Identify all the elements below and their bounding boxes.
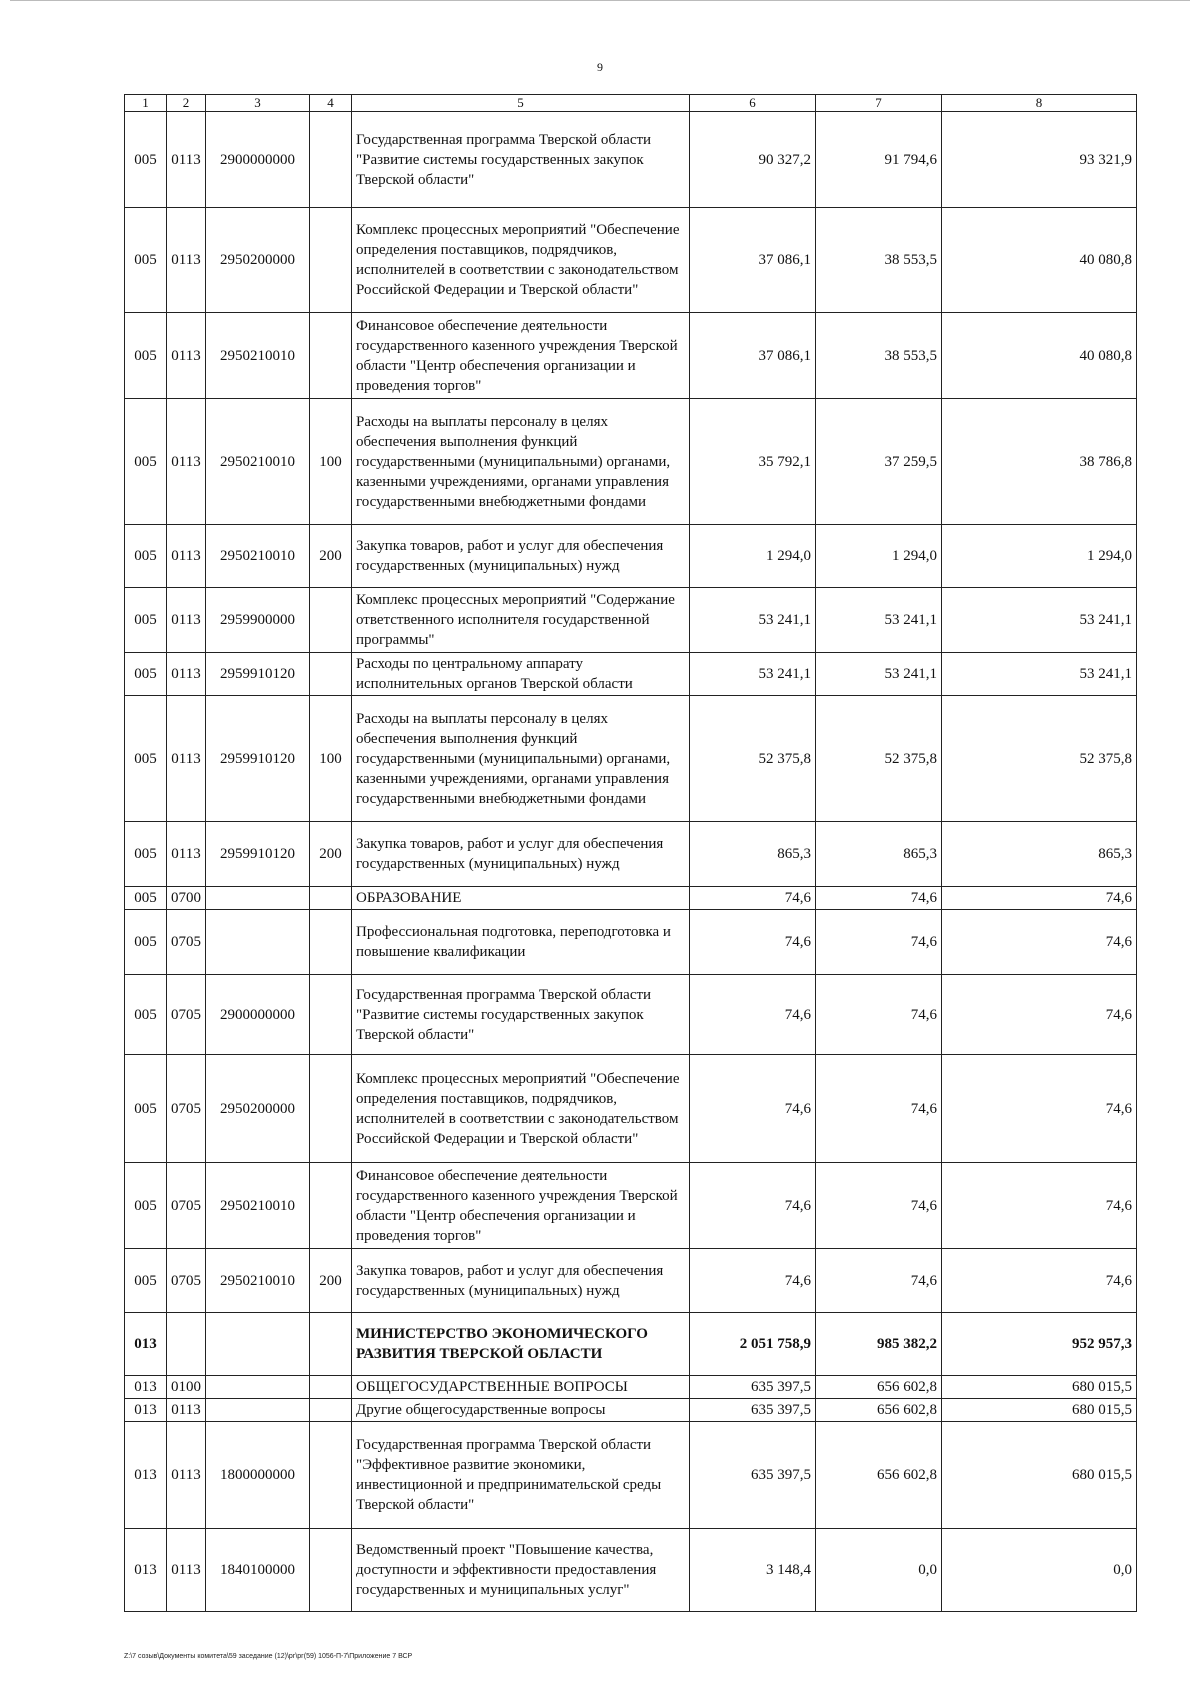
- table-row: [125, 525, 1137, 588]
- cell-amount-8: 0,0: [942, 1529, 1137, 1612]
- cell-amount-8: 680 015,5: [942, 1399, 1137, 1422]
- cell-section: 013: [125, 1529, 167, 1612]
- cell-amount-8: 53 241,1: [942, 653, 1137, 696]
- cell-expense-type: [310, 1313, 352, 1376]
- cell-target-article: [206, 1313, 310, 1376]
- table-row: [125, 1376, 1137, 1399]
- table-row: [125, 1055, 1137, 1163]
- cell-amount-8: 74,6: [942, 1249, 1137, 1313]
- cell-expense-type: [310, 112, 352, 208]
- cell-target-article: 1800000000: [206, 1422, 310, 1529]
- cell-target-article: [206, 1376, 310, 1399]
- cell-target-article: [206, 887, 310, 910]
- cell-expense-type: [310, 313, 352, 399]
- cell-subsection: 0113: [167, 1422, 206, 1529]
- cell-name: Комплекс процессных мероприятий "Содержание ответственного исполнителя государственной программы": [352, 588, 690, 653]
- cell-subsection: 0113: [167, 208, 206, 313]
- cell-amount-8: 680 015,5: [942, 1422, 1137, 1529]
- scan-edge-line: [10, 0, 1190, 1]
- table-row: [125, 1313, 1137, 1376]
- cell-amount-8: 74,6: [942, 910, 1137, 975]
- cell-name: Комплекс процессных мероприятий "Обеспечение определения поставщиков, подрядчиков, исполнителей в соответствии с законодательством Российской Федерации и Тверской области": [352, 208, 690, 313]
- cell-expense-type: [310, 1163, 352, 1249]
- cell-section: 005: [125, 313, 167, 399]
- cell-amount-7: 74,6: [816, 887, 942, 910]
- cell-name: Ведомственный проект "Повышение качества, доступности и эффективности предоставления государственных и муниципальных услуг": [352, 1529, 690, 1612]
- cell-amount-7: 74,6: [816, 975, 942, 1055]
- cell-amount-7: 38 553,5: [816, 313, 942, 399]
- cell-amount-7: 656 602,8: [816, 1399, 942, 1422]
- col-header-2: 2: [167, 95, 206, 112]
- table-row: [125, 910, 1137, 975]
- cell-amount-8: 74,6: [942, 975, 1137, 1055]
- col-header-7: 7: [816, 95, 942, 112]
- cell-subsection: 0113: [167, 696, 206, 822]
- cell-name: Закупка товаров, работ и услуг для обеспечения государственных (муниципальных) нужд: [352, 822, 690, 887]
- cell-target-article: [206, 1399, 310, 1422]
- cell-name: МИНИСТЕРСТВО ЭКОНОМИЧЕСКОГО РАЗВИТИЯ ТВЕРСКОЙ ОБЛАСТИ: [352, 1313, 690, 1376]
- cell-subsection: 0113: [167, 112, 206, 208]
- cell-amount-6: 74,6: [690, 887, 816, 910]
- cell-subsection: 0700: [167, 887, 206, 910]
- cell-expense-type: [310, 975, 352, 1055]
- cell-name: Финансовое обеспечение деятельности государственного казенного учреждения Тверской области "Центр обеспечения организации и проведения торгов": [352, 1163, 690, 1249]
- cell-target-article: 2950210010: [206, 525, 310, 588]
- cell-amount-6: 2 051 758,9: [690, 1313, 816, 1376]
- cell-amount-8: 40 080,8: [942, 313, 1137, 399]
- col-header-4: 4: [310, 95, 352, 112]
- cell-section: 005: [125, 525, 167, 588]
- cell-subsection: 0113: [167, 822, 206, 887]
- cell-name: Расходы на выплаты персоналу в целях обеспечения выполнения функций государственными (муниципальными) органами, казенными учреждениями, органами управления государственными внебюджетными фондами: [352, 399, 690, 525]
- cell-expense-type: 100: [310, 399, 352, 525]
- cell-subsection: 0113: [167, 399, 206, 525]
- cell-name: Закупка товаров, работ и услуг для обеспечения государственных (муниципальных) нужд: [352, 525, 690, 588]
- cell-name: Комплекс процессных мероприятий "Обеспечение определения поставщиков, подрядчиков, исполнителей в соответствии с законодательством Российской Федерации и Тверской области": [352, 1055, 690, 1163]
- cell-subsection: 0113: [167, 525, 206, 588]
- cell-amount-7: 74,6: [816, 910, 942, 975]
- cell-section: 005: [125, 696, 167, 822]
- cell-amount-6: 635 397,5: [690, 1376, 816, 1399]
- cell-expense-type: [310, 910, 352, 975]
- cell-subsection: 0113: [167, 653, 206, 696]
- cell-amount-8: 865,3: [942, 822, 1137, 887]
- cell-target-article: 2950210010: [206, 399, 310, 525]
- cell-amount-6: 52 375,8: [690, 696, 816, 822]
- cell-section: 013: [125, 1399, 167, 1422]
- table-row: [125, 822, 1137, 887]
- cell-subsection: 0113: [167, 313, 206, 399]
- cell-target-article: 2950210010: [206, 1249, 310, 1313]
- cell-section: 013: [125, 1313, 167, 1376]
- cell-target-article: [206, 910, 310, 975]
- col-header-5: 5: [352, 95, 690, 112]
- table-row: [125, 1422, 1137, 1529]
- cell-amount-6: 635 397,5: [690, 1422, 816, 1529]
- table-row: [125, 1529, 1137, 1612]
- cell-amount-8: 40 080,8: [942, 208, 1137, 313]
- cell-target-article: 2950200000: [206, 1055, 310, 1163]
- cell-name: Государственная программа Тверской области "Развитие системы государственных закупок Тверской области": [352, 112, 690, 208]
- cell-amount-6: 74,6: [690, 1055, 816, 1163]
- cell-subsection: 0113: [167, 588, 206, 653]
- cell-target-article: 2959900000: [206, 588, 310, 653]
- cell-amount-6: 74,6: [690, 1163, 816, 1249]
- cell-amount-8: 1 294,0: [942, 525, 1137, 588]
- cell-amount-7: 865,3: [816, 822, 942, 887]
- table-row: [125, 588, 1137, 653]
- cell-amount-8: 93 321,9: [942, 112, 1137, 208]
- table-row: [125, 653, 1137, 696]
- cell-amount-6: 74,6: [690, 1249, 816, 1313]
- cell-expense-type: [310, 1376, 352, 1399]
- table-row: [125, 208, 1137, 313]
- cell-target-article: 2900000000: [206, 112, 310, 208]
- cell-section: 005: [125, 887, 167, 910]
- cell-name: Профессиональная подготовка, переподготовка и повышение квалификации: [352, 910, 690, 975]
- cell-section: 005: [125, 1163, 167, 1249]
- table-row: [125, 887, 1137, 910]
- cell-amount-6: 53 241,1: [690, 588, 816, 653]
- cell-name: ОБЩЕГОСУДАРСТВЕННЫЕ ВОПРОСЫ: [352, 1376, 690, 1399]
- cell-name: Государственная программа Тверской области "Эффективное развитие экономики, инвестиционной и предпринимательской среды Тверской области": [352, 1422, 690, 1529]
- cell-target-article: 2950210010: [206, 1163, 310, 1249]
- table-row: [125, 1399, 1137, 1422]
- cell-expense-type: [310, 887, 352, 910]
- cell-name: Другие общегосударственные вопросы: [352, 1399, 690, 1422]
- cell-amount-8: 38 786,8: [942, 399, 1137, 525]
- cell-amount-7: 53 241,1: [816, 588, 942, 653]
- footer-file-path: Z:\7 созыв\Документы комитета\59 заседание (12)\рг\рг(59) 1056-П-7\Приложение 7 ВСР: [124, 1653, 413, 1660]
- cell-section: 005: [125, 208, 167, 313]
- cell-amount-7: 38 553,5: [816, 208, 942, 313]
- cell-name: Финансовое обеспечение деятельности государственного казенного учреждения Тверской области "Центр обеспечения организации и проведения торгов": [352, 313, 690, 399]
- cell-section: 005: [125, 112, 167, 208]
- cell-section: 013: [125, 1422, 167, 1529]
- cell-amount-8: 680 015,5: [942, 1376, 1137, 1399]
- col-header-6: 6: [690, 95, 816, 112]
- cell-name: ОБРАЗОВАНИЕ: [352, 887, 690, 910]
- cell-section: 005: [125, 910, 167, 975]
- table-row: [125, 399, 1137, 525]
- cell-name: Расходы на выплаты персоналу в целях обеспечения выполнения функций государственными (муниципальными) органами, казенными учреждениями, органами управления государственными внебюджетными фондами: [352, 696, 690, 822]
- cell-expense-type: 200: [310, 822, 352, 887]
- cell-subsection: [167, 1313, 206, 1376]
- col-header-1: 1: [125, 95, 167, 112]
- cell-target-article: 1840100000: [206, 1529, 310, 1612]
- cell-expense-type: [310, 1055, 352, 1163]
- cell-amount-6: 37 086,1: [690, 208, 816, 313]
- cell-amount-6: 635 397,5: [690, 1399, 816, 1422]
- cell-subsection: 0113: [167, 1529, 206, 1612]
- cell-subsection: 0705: [167, 1163, 206, 1249]
- table-body: [125, 112, 1137, 1612]
- cell-target-article: 2900000000: [206, 975, 310, 1055]
- cell-amount-7: 74,6: [816, 1249, 942, 1313]
- cell-section: 005: [125, 1055, 167, 1163]
- cell-amount-7: 91 794,6: [816, 112, 942, 208]
- cell-amount-6: 74,6: [690, 910, 816, 975]
- cell-amount-6: 865,3: [690, 822, 816, 887]
- cell-target-article: 2959910120: [206, 653, 310, 696]
- cell-name: Расходы по центральному аппарату исполнительных органов Тверской области: [352, 653, 690, 696]
- cell-section: 005: [125, 975, 167, 1055]
- header-row: [125, 95, 1137, 112]
- cell-amount-8: 74,6: [942, 1055, 1137, 1163]
- cell-target-article: 2950200000: [206, 208, 310, 313]
- cell-amount-6: 1 294,0: [690, 525, 816, 588]
- cell-expense-type: 100: [310, 696, 352, 822]
- cell-amount-7: 52 375,8: [816, 696, 942, 822]
- cell-subsection: 0113: [167, 1399, 206, 1422]
- cell-amount-8: 952 957,3: [942, 1313, 1137, 1376]
- cell-amount-7: 1 294,0: [816, 525, 942, 588]
- cell-expense-type: [310, 1422, 352, 1529]
- cell-amount-6: 74,6: [690, 975, 816, 1055]
- cell-amount-7: 74,6: [816, 1163, 942, 1249]
- cell-amount-6: 90 327,2: [690, 112, 816, 208]
- cell-amount-8: 53 241,1: [942, 588, 1137, 653]
- cell-expense-type: [310, 653, 352, 696]
- cell-subsection: 0705: [167, 975, 206, 1055]
- table-row: [125, 975, 1137, 1055]
- cell-subsection: 0705: [167, 910, 206, 975]
- cell-subsection: 0705: [167, 1055, 206, 1163]
- cell-expense-type: [310, 1399, 352, 1422]
- cell-section: 013: [125, 1376, 167, 1399]
- cell-amount-8: 52 375,8: [942, 696, 1137, 822]
- cell-section: 005: [125, 653, 167, 696]
- cell-target-article: 2959910120: [206, 696, 310, 822]
- budget-table-wrapper: [124, 94, 1136, 1612]
- cell-section: 005: [125, 1249, 167, 1313]
- table-row: [125, 1163, 1137, 1249]
- cell-expense-type: [310, 1529, 352, 1612]
- table-row: [125, 313, 1137, 399]
- col-header-8: 8: [942, 95, 1137, 112]
- budget-table: [124, 94, 1137, 1612]
- cell-subsection: 0705: [167, 1249, 206, 1313]
- cell-amount-7: 656 602,8: [816, 1376, 942, 1399]
- cell-amount-8: 74,6: [942, 887, 1137, 910]
- cell-amount-7: 74,6: [816, 1055, 942, 1163]
- cell-expense-type: [310, 208, 352, 313]
- cell-amount-6: 3 148,4: [690, 1529, 816, 1612]
- page-number: 9: [597, 60, 603, 74]
- cell-amount-7: 37 259,5: [816, 399, 942, 525]
- cell-expense-type: 200: [310, 525, 352, 588]
- cell-amount-7: 656 602,8: [816, 1422, 942, 1529]
- cell-expense-type: 200: [310, 1249, 352, 1313]
- cell-subsection: 0100: [167, 1376, 206, 1399]
- col-header-3: 3: [206, 95, 310, 112]
- cell-name: Государственная программа Тверской области "Развитие системы государственных закупок Тверской области": [352, 975, 690, 1055]
- cell-amount-7: 985 382,2: [816, 1313, 942, 1376]
- cell-expense-type: [310, 588, 352, 653]
- cell-name: Закупка товаров, работ и услуг для обеспечения государственных (муниципальных) нужд: [352, 1249, 690, 1313]
- cell-section: 005: [125, 822, 167, 887]
- cell-amount-6: 53 241,1: [690, 653, 816, 696]
- cell-amount-8: 74,6: [942, 1163, 1137, 1249]
- table-row: [125, 112, 1137, 208]
- cell-section: 005: [125, 399, 167, 525]
- cell-target-article: 2950210010: [206, 313, 310, 399]
- cell-amount-7: 53 241,1: [816, 653, 942, 696]
- cell-amount-6: 35 792,1: [690, 399, 816, 525]
- table-row: [125, 696, 1137, 822]
- cell-amount-7: 0,0: [816, 1529, 942, 1612]
- table-row: [125, 1249, 1137, 1313]
- cell-amount-6: 37 086,1: [690, 313, 816, 399]
- cell-section: 005: [125, 588, 167, 653]
- cell-target-article: 2959910120: [206, 822, 310, 887]
